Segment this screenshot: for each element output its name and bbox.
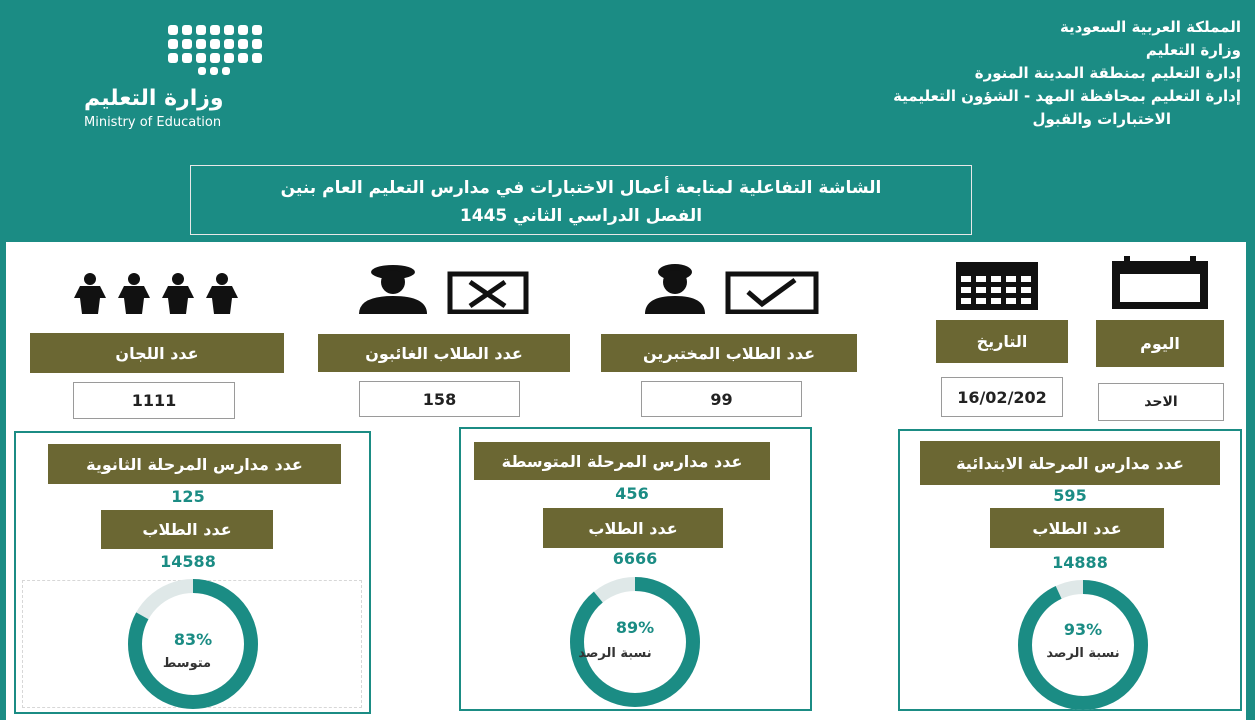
secondary-schools-label: عدد مدارس المرحلة الثانوية bbox=[48, 444, 341, 484]
header-line-country: المملكة العربية السعودية bbox=[1059, 18, 1241, 36]
page-title bbox=[190, 165, 972, 235]
absent-students-value: 158 bbox=[359, 381, 520, 417]
middle-progress-ring bbox=[560, 572, 710, 708]
middle-schools-value: 456 bbox=[615, 484, 649, 503]
primary-percent: 93% bbox=[1063, 620, 1103, 639]
header-line-region: إدارة التعليم بمنطقة المدينة المنورة bbox=[974, 64, 1241, 82]
middle-schools-label: عدد مدارس المرحلة المتوسطة bbox=[474, 442, 770, 480]
student-check-icon bbox=[640, 258, 820, 314]
tested-students-value: 99 bbox=[641, 381, 802, 417]
committees-label: عدد اللجان bbox=[30, 333, 284, 373]
secondary-percent: 83% bbox=[173, 630, 213, 649]
date-label: التاريخ bbox=[936, 320, 1068, 363]
header-line-dept: الاختبارات والقبول bbox=[1032, 110, 1171, 128]
middle-students-value: 6666 bbox=[612, 549, 658, 568]
primary-schools-value: 595 bbox=[1053, 486, 1087, 505]
student-x-icon bbox=[355, 258, 530, 314]
secondary-caption: متوسط bbox=[162, 656, 212, 671]
middle-students-label: عدد الطلاب bbox=[543, 508, 723, 548]
group-people-icon bbox=[70, 272, 248, 314]
header-line-ministry: وزارة التعليم bbox=[1145, 41, 1241, 59]
committees-value: 1111 bbox=[73, 382, 235, 419]
logo-arabic-text: وزارة التعليم bbox=[84, 86, 224, 111]
tested-students-label: عدد الطلاب المختبرين bbox=[601, 334, 857, 372]
day-label: اليوم bbox=[1096, 320, 1224, 367]
date-value: 16/02/202 bbox=[941, 377, 1063, 417]
header-lines bbox=[821, 16, 1241, 131]
secondary-students-label: عدد الطلاب bbox=[101, 510, 273, 549]
title-line-1: الشاشة التفاعلية لمتابعة أعمال الاختبارات في مدارس التعليم العام بنين bbox=[280, 178, 882, 198]
middle-caption: نسبة الرصد bbox=[578, 646, 652, 661]
day-value: الاحد bbox=[1098, 383, 1224, 421]
secondary-schools-value: 125 bbox=[171, 487, 205, 506]
primary-students-value: 14888 bbox=[1052, 553, 1108, 572]
primary-schools-label: عدد مدارس المرحلة الابتدائية bbox=[920, 441, 1220, 485]
secondary-students-value: 14588 bbox=[160, 552, 216, 571]
calendar-icon bbox=[1110, 256, 1210, 311]
title-line-2: الفصل الدراسي الثاني 1445 bbox=[459, 206, 703, 226]
logo-english-text: Ministry of Education bbox=[84, 115, 222, 130]
primary-students-label: عدد الطلاب bbox=[990, 508, 1164, 548]
middle-percent: 89% bbox=[615, 618, 655, 637]
calendar-grid-icon bbox=[956, 262, 1038, 310]
primary-caption: نسبة الرصد bbox=[1046, 646, 1120, 661]
absent-students-label: عدد الطلاب الغائبون bbox=[318, 334, 570, 372]
header-line-district: إدارة التعليم بمحافظة المهد - الشؤون التعليمية bbox=[893, 87, 1241, 105]
primary-progress-ring bbox=[1008, 575, 1158, 711]
